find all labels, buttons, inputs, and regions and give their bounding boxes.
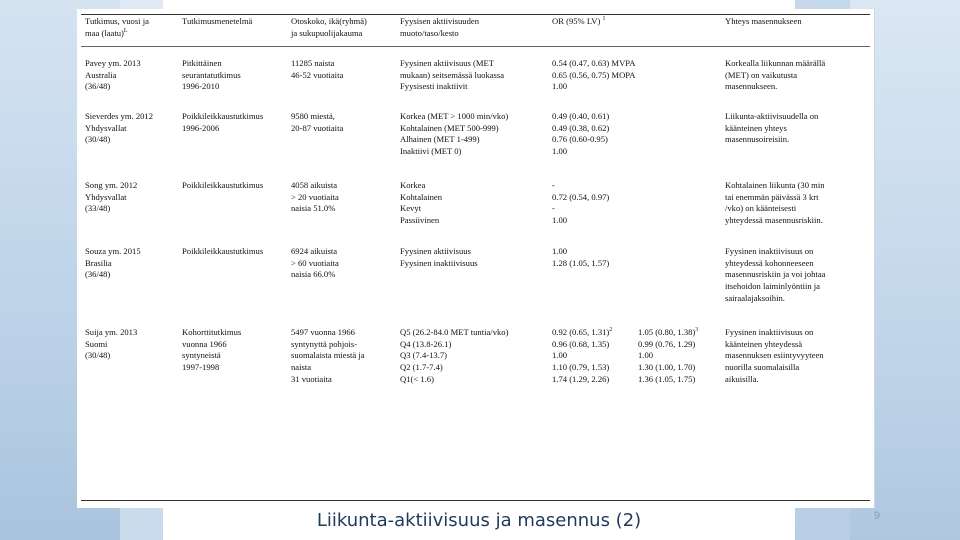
row4-or: 1.00 1.28 (1.05, 1.57) [552,246,610,268]
row5-sample: 5497 vuonna 1966 syntynyttä pohjois- suomalaista miestä ja naista 31 vuotiaita [291,327,365,384]
row4-study: Souza ym. 2015 Brasilia (36/48) [85,246,141,280]
row5-activity: Q5 (26.2-84.0 MET tuntia/vko) Q4 (13.8-26.1) Q3 (7.4-13.7) Q2 (1.7-7.4) Q1(< 1.6) [400,327,509,384]
row3-sample: 4058 aikuista > 20 vuotiaita naisia 51.0% [291,180,339,214]
row1-study: Pavey ym. 2013 Australia (36/48) [85,58,141,92]
row4-sample: 6924 aikuista > 60 vuotiaita naisia 66.0% [291,246,339,280]
header-method: Tutkimusmenetelmä [182,16,253,26]
row1-or: 0.54 (0.47, 0.63) MVPA 0.65 (0.56, 0.75) MOPA 1.00 [552,58,636,92]
row3-activity: Korkea Kohtalainen Kevyt Passiivinen [400,180,442,226]
row2-activity: Korkea (MET > 1000 min/vko) Kohtalainen (MET 500-999) Alhainen (MET 1-499) Inaktiivi (MET 0) [400,111,509,157]
row1-method: Pitkittäinen seurantatutkimus 1996-2010 [182,58,241,92]
row2-method: Poikkileikkaustutkimus 1996-2006 [182,111,264,133]
row3-link: Kohtalainen liikunta (30 min tai enemmän päivässä 3 krt /vko) on käänteisesti yhteydessä masennusriskiin. [725,180,825,226]
row5-study: Suija ym. 2013 Suomi (30/48) [85,327,138,361]
row5-link: Fyysinen inaktiivisuus on käänteinen yhteydessä masennuksen esiintyvyyteen nuorilla suomalaisilla aikuisilla. [725,327,824,384]
header-link: Yhteys masennukseen [725,16,802,26]
row4-method: Poikkileikkaustutkimus [182,246,264,256]
row2-study: Sieverdes ym. 2012 Yhdysvallat (30/48) [85,111,154,145]
header-or: OR (95% LV) $^1$ [552,16,606,26]
row5-or-adjusted: 1.05 (0.80, 1.38)$^3$ 0.99 (0.76, 1.29) 1.00 1.30 (1.00, 1.70) 1.36 (1.05, 1.75) [638,327,699,384]
slide-number: 9 [873,510,880,522]
row1-activity: Fyysinen aktiivisuus (MET mukaan) seitsemässä luokassa Fyysisesti inaktiivit [400,58,505,92]
study-table [77,9,875,508]
row4-link: Fyysinen inaktiivisuus on yhteydessä kohonneeseen masennusriskiin ja voi johtaa itsehoidon laiminlyöntiin ja sairaalajaksoihin. [725,246,826,303]
row1-link: Korkealla liikunnan määrällä (MET) on vaikutusta masennukseen. [725,58,826,92]
header-rule [81,46,870,47]
row2-link: Liikunta-aktiivisuudella on käänteinen yhteys masennusoireisiin. [725,111,819,145]
row3-method: Poikkileikkaustutkimus [182,180,264,190]
header-sample: Otoskoko, ikä(ryhmä) ja sukupuolijakauma [291,16,367,38]
table-bottom-rule [81,500,870,501]
table-top-rule [81,14,870,15]
row3-study: Song ym. 2012 Yhdysvallat (33/48) [85,180,138,214]
row4-activity: Fyysinen aktiivisuus Fyysinen inaktiivisuus [400,246,478,268]
row3-or: - 0.72 (0.54, 0.97) - 1.00 [552,180,610,226]
header-study: Tutkimus, vuosi ja maa (laatu)$^L$ [85,16,149,38]
row2-sample: 9580 miestä, 20-87 vuotiaita [291,111,344,133]
slide-title: Liikunta-aktiivisuus ja masennus (2) [316,510,642,531]
row1-sample: 11285 naista 46-52 vuotiaita [291,58,344,80]
row5-method: Kohorttitutkimus vuonna 1966 syntyneistä 1997-1998 [182,327,242,373]
row5-or: 0.92 (0.65, 1.31)$^2$ 0.96 (0.68, 1.35) 1.00 1.10 (0.79, 1.53) 1.74 (1.29, 2.26) [552,327,613,384]
row2-or: 0.49 (0.40, 0.61) 0.49 (0.38, 0.62) 0.76 (0.60-0.95) 1.00 [552,111,610,157]
header-activity: Fyysisen aktiivisuuden muoto/taso/kesto [400,16,480,38]
